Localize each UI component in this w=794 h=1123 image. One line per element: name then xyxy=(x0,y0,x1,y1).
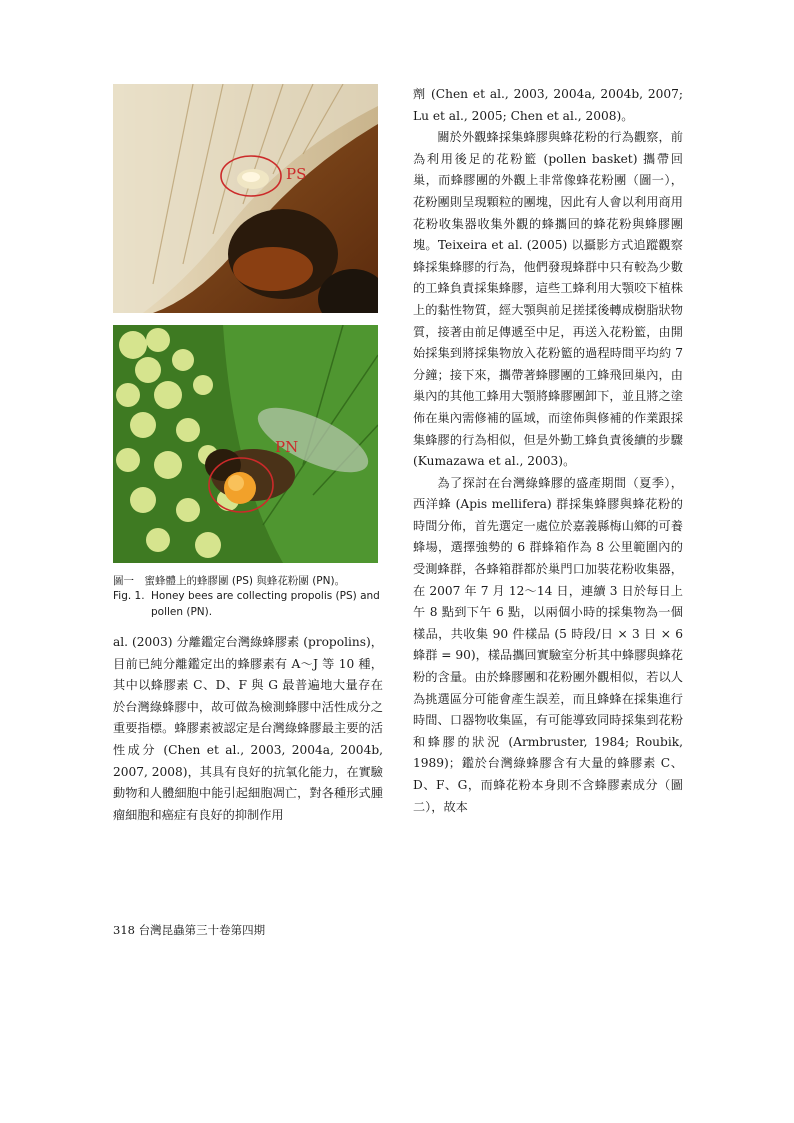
pollen-photo xyxy=(113,325,378,563)
pollen-photo-drawing xyxy=(113,325,378,563)
right-paragraph-2: 關於外觀蜂採集蜂膠與蜂花粉的行為觀察，前為利用後足的花粉籃 (pollen basket) 攜帶回巢，而蜂膠團的外觀上非常像蜂花粉團（圖一），花粉團則呈現顆粒的團塊，因此有人會以利用商用花粉收集器收集外觀的蜂攜回的蜂花粉與蜂膠團塊。Teixeira et al. (2005) 以攝影方式追蹤觀察蜂採集蜂膠的行為，他們發現蜂群中只有較為少數的工蜂負責採集蜂膠，這些工蜂利用大顎咬下植株上的黏性物質，經大顎與前足搓揉後轉成樹脂狀物質，接著由前足傳遞至中足，再送入花粉籃，由開始採集到將採集物放入花粉籃的過程時間平均約 7 分鐘；接下來，攜帶著蜂膠團的工蜂飛回巢內，由巢內的其他工蜂用大顎將蜂膠團卸下，並且將之塗佈在巢內需修補的區域，而塗佈與修補的作業跟採集蜂膠的行為相似，但是外勤工蜂負責後續的步驟 (Kumazawa et al., 2003)。 xyxy=(413,130,683,469)
figure-caption-en xyxy=(113,588,383,620)
figure-label: Fig. 1. xyxy=(113,590,145,602)
page-footer xyxy=(113,922,265,938)
journal-name: 台灣昆蟲第三十卷第四期 xyxy=(138,923,266,937)
right-column xyxy=(413,84,683,818)
right-paragraph-3: 為了探討在台灣綠蜂膠的盛產期間（夏季），西洋蜂 (Apis mellifera) 群採集蜂膠與蜂花粉的時間分佈，首先選定一處位於嘉義縣梅山鄉的可養蜂場，選擇強勢的 6 群蜂箱作為 8 公里範圍內的受測蜂群，各蜂箱群都於巢門口加裝花粉收集器，在 2007 年 7 月 12～14 日，連續 3 日於每日上午 8 點到下午 6 點，以兩個小時的採集物為一個樣品，共收集 90 件樣品 (5 時段/日 × 3 日 × 6 蜂群 = 90)，樣品攜回實驗室分析其中蜂膠與蜂花粉的含量。由於蜂膠團和花粉團外觀相似，若以人為挑選區分可能會產生誤差，而且蜂蜂在採集進行時間、口器物收集區，有可能導致同時採集到花粉和蜂膠的狀況 (Armbruster, 1984; Roubik, 1989)；鑑於台灣綠蜂膠含有大量的蜂膠素 C、D、F、G，而蜂花粉本身則不含蜂膠素成分（圖二），故本 xyxy=(413,475,683,814)
caption-line-2: pollen (PN). xyxy=(151,606,213,618)
page-number: 318 xyxy=(113,923,135,937)
pn-label: PN xyxy=(275,438,299,456)
caption-line-1: Honey bees are collecting propolis (PS) and xyxy=(151,590,380,602)
ps-label: PS xyxy=(286,165,307,183)
figure-caption-zh: 圖一 蜜蜂體上的蜂膠團 (PS) 與蜂花粉團 (PN)。 xyxy=(113,575,346,587)
propolis-photo xyxy=(113,84,378,313)
right-paragraph-1: 劑 (Chen et al., 2003, 2004a, 2004b, 2007; Lu et al., 2005; Chen et al., 2008)。 xyxy=(413,87,683,123)
left-paragraph: al. (2003) 分離鑑定台灣綠蜂膠素 (propolins)，目前已純分離鑑定出的蜂膠素有 A～J 等 10 種，其中以蜂膠素 C、D、F 與 G 最普遍地大量存在於台灣綠蜂膠中，故可做為檢測蜂膠中活性成分之重要指標。蜂膠素被認定是台灣綠蜂膠最主要的活性成分 (Chen et al., 2003, 2004a, 2004b, 2007, 2008)，其具有良好的抗氧化能力，在實驗動物和人體細胞中能引起細胞凋亡，對各種形式腫瘤細胞和癌症有良好的抑制作用 xyxy=(113,635,383,822)
propolis-photo-drawing xyxy=(113,84,378,313)
left-column xyxy=(113,632,383,826)
